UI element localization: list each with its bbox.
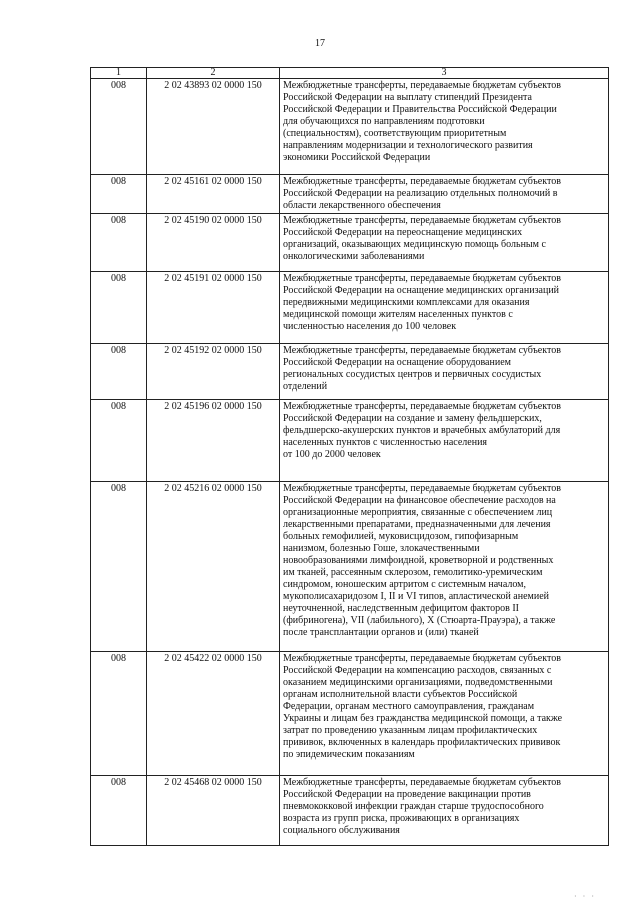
kbk-code-cell: 2 02 43893 02 0000 150 bbox=[147, 79, 280, 175]
column-header-3: 3 bbox=[280, 68, 609, 79]
description-line: направлениям модернизации и технологического развития bbox=[283, 140, 533, 151]
description-line: оказанием медицинскими организациями, подведомственными bbox=[283, 677, 553, 688]
description-line: новообразованиями лимфоидной, кроветворной и родственных bbox=[283, 555, 554, 566]
description-line: Российской Федерации на переоснащение медицинских bbox=[283, 227, 523, 238]
column-header-2: 2 bbox=[147, 68, 280, 79]
description-line: возраста из групп риска, проживающих в организациях bbox=[283, 813, 520, 824]
description-line: после трансплантации органов и (или) тканей bbox=[283, 627, 479, 638]
description-line: Российской Федерации на создание и замену фельдшерских, bbox=[283, 413, 542, 424]
table-row bbox=[91, 79, 609, 175]
description-line: затрат по проведению указанным лицам профилактических bbox=[283, 725, 538, 736]
description-cell bbox=[280, 776, 609, 846]
description-line: Межбюджетные трансферты, передаваемые бюджетам субъектов bbox=[283, 483, 561, 494]
description-cell bbox=[280, 79, 609, 175]
description-line: Российской Федерации на проведение вакцинации против bbox=[283, 789, 531, 800]
kbk-code-cell: 2 02 45190 02 0000 150 bbox=[147, 214, 280, 272]
description-line: Российской Федерации на оснащение оборудованием bbox=[283, 357, 511, 368]
admin-code-cell: 008 bbox=[91, 272, 147, 344]
description-line: онкологическими заболеваниями bbox=[283, 251, 425, 262]
description-line: Украины и лицам без гражданства медицинской помощи, а также bbox=[283, 713, 563, 724]
description-line: пневмококковой инфекции граждан старше трудоспособного bbox=[283, 801, 544, 812]
admin-code-cell: 008 bbox=[91, 214, 147, 272]
description-line: Межбюджетные трансферты, передаваемые бюджетам субъектов bbox=[283, 401, 561, 412]
description-line: социального обслуживания bbox=[283, 825, 400, 836]
table-row bbox=[91, 482, 609, 652]
scan-mark: · · · bbox=[574, 892, 596, 901]
description-line: Российской Федерации на финансовое обеспечение расходов на bbox=[283, 495, 556, 506]
description-line: Российской Федерации и Правительства Российской Федерации bbox=[283, 104, 557, 115]
description-line: Российской Федерации на компенсацию расходов, связанных с bbox=[283, 665, 552, 676]
description-line: Межбюджетные трансферты, передаваемые бюджетам субъектов bbox=[283, 80, 561, 91]
description-line: Межбюджетные трансферты, передаваемые бюджетам субъектов bbox=[283, 215, 561, 226]
description-line: Российской Федерации на оснащение медицинских организаций bbox=[283, 285, 560, 296]
kbk-code-cell: 2 02 45422 02 0000 150 bbox=[147, 652, 280, 776]
kbk-code-cell: 2 02 45161 02 0000 150 bbox=[147, 175, 280, 214]
description-cell bbox=[280, 175, 609, 214]
budget-classification-table bbox=[90, 67, 609, 846]
description-line: передвижными медицинскими комплексами для оказания bbox=[283, 297, 530, 308]
description-line: нанизмом, болезнью Гоше, злокачественными bbox=[283, 543, 480, 554]
table-row bbox=[91, 272, 609, 344]
table-row bbox=[91, 400, 609, 482]
description-line: Федерации, органам местного самоуправления, гражданам bbox=[283, 701, 535, 712]
admin-code-cell: 008 bbox=[91, 400, 147, 482]
table-row bbox=[91, 175, 609, 214]
table-row bbox=[91, 214, 609, 272]
description-line: мукополисахаридозом I, II и VI типов, апластической анемией bbox=[283, 591, 550, 602]
description-line: больных гемофилией, муковисцидозом, гипофизарным bbox=[283, 531, 519, 542]
table-header-row bbox=[91, 68, 609, 79]
admin-code-cell: 008 bbox=[91, 776, 147, 846]
admin-code-cell: 008 bbox=[91, 79, 147, 175]
column-header-1: 1 bbox=[91, 68, 147, 79]
description-line: (фибриногена), VII (лабильного), X (Стюарта-Прауэра), а также bbox=[283, 615, 556, 626]
table-row bbox=[91, 344, 609, 400]
admin-code-cell: 008 bbox=[91, 175, 147, 214]
description-cell bbox=[280, 344, 609, 400]
kbk-code-cell: 2 02 45196 02 0000 150 bbox=[147, 400, 280, 482]
description-line: неуточненной, наследственным дефицитом факторов II bbox=[283, 603, 519, 614]
kbk-code-cell: 2 02 45191 02 0000 150 bbox=[147, 272, 280, 344]
description-line: лекарственными препаратами, предназначенными для лечения bbox=[283, 519, 551, 530]
description-line: (специальностям), соответствующим приоритетным bbox=[283, 128, 507, 139]
description-line: численностью населения до 100 человек bbox=[283, 321, 457, 332]
description-line: региональных сосудистых центров и первичных сосудистых bbox=[283, 369, 542, 380]
kbk-code-cell: 2 02 45468 02 0000 150 bbox=[147, 776, 280, 846]
description-line: экономики Российской Федерации bbox=[283, 152, 431, 163]
description-line: Межбюджетные трансферты, передаваемые бюджетам субъектов bbox=[283, 345, 561, 356]
description-line: по эпидемическим показаниям bbox=[283, 749, 415, 760]
admin-code-cell: 008 bbox=[91, 482, 147, 652]
table-row bbox=[91, 652, 609, 776]
description-line: Российской Федерации на выплату стипендий Президента bbox=[283, 92, 532, 103]
description-cell bbox=[280, 214, 609, 272]
description-line: Межбюджетные трансферты, передаваемые бюджетам субъектов bbox=[283, 653, 561, 664]
description-line: органам исполнительной власти субъектов Российской bbox=[283, 689, 518, 700]
description-line: фельдшерско-акушерских пунктов и врачебных амбулаторий для bbox=[283, 425, 561, 436]
description-line: населенных пунктов с численностью населения bbox=[283, 437, 488, 448]
description-cell bbox=[280, 652, 609, 776]
description-line: организаций, оказывающих медицинскую помощь больным с bbox=[283, 239, 546, 250]
admin-code-cell: 008 bbox=[91, 652, 147, 776]
description-cell bbox=[280, 272, 609, 344]
description-line: Межбюджетные трансферты, передаваемые бюджетам субъектов bbox=[283, 176, 561, 187]
description-line: для обучающихся по направлениям подготовки bbox=[283, 116, 485, 127]
admin-code-cell: 008 bbox=[91, 344, 147, 400]
description-line: прививок, включенных в календарь профилактических прививок bbox=[283, 737, 561, 748]
description-line: Российской Федерации на реализацию отдельных полномочий в bbox=[283, 188, 558, 199]
description-line: Межбюджетные трансферты, передаваемые бюджетам субъектов bbox=[283, 777, 561, 788]
description-line: медицинской помощи жителям населенных пунктов с bbox=[283, 309, 513, 320]
description-cell bbox=[280, 482, 609, 652]
page-number: 17 bbox=[315, 38, 325, 49]
description-line: им тканей, рассеянным склерозом, гемолитико-уремическим bbox=[283, 567, 543, 578]
description-line: Межбюджетные трансферты, передаваемые бюджетам субъектов bbox=[283, 273, 561, 284]
kbk-code-cell: 2 02 45192 02 0000 150 bbox=[147, 344, 280, 400]
table-row bbox=[91, 776, 609, 846]
description-cell bbox=[280, 400, 609, 482]
description-line: организационные мероприятия, связанные с обеспечением лиц bbox=[283, 507, 553, 518]
description-line: области лекарственного обеспечения bbox=[283, 200, 441, 211]
kbk-code-cell: 2 02 45216 02 0000 150 bbox=[147, 482, 280, 652]
description-line: отделений bbox=[283, 381, 328, 392]
description-line: от 100 до 2000 человек bbox=[283, 449, 381, 460]
description-line: синдромом, юношеским артритом с системным началом, bbox=[283, 579, 526, 590]
